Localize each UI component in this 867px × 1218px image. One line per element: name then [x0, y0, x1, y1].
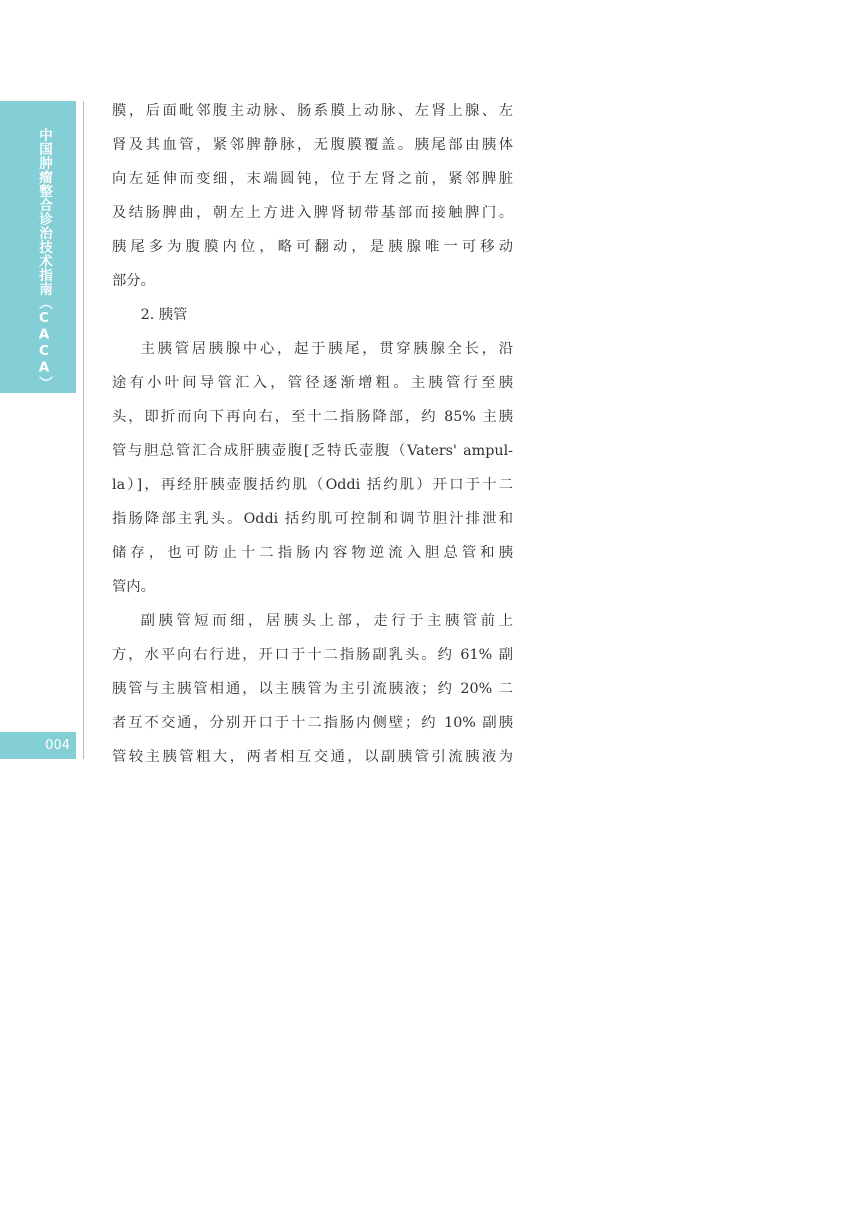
text-line: 及结肠脾曲，朝左上方进入脾肾韧带基部而接触脾门。 — [112, 205, 513, 221]
text-line: 途有小叶间导管汇入，管径逐渐增粗。主胰管行至胰 — [112, 375, 513, 391]
paragraph-accessory-duct — [112, 604, 513, 774]
margin-rule — [83, 101, 84, 759]
text-line: 管内。 — [112, 579, 155, 595]
text-line: 指肠降部主乳头。Oddi 括约肌可控制和调节胆汁排泄和 — [112, 511, 513, 527]
book-title: 中国肿瘤整合诊治技术指南（CACA） — [36, 128, 52, 390]
text-line: 头，即折而向下再向右，至十二指肠降部，约 85% 主胰 — [112, 409, 513, 425]
text-line: 副胰管短而细，居胰头上部，走行于主胰管前上 — [140, 613, 513, 629]
main-text — [112, 94, 513, 774]
text-line: 膜，后面毗邻腹主动脉、肠系膜上动脉、左肾上腺、左 — [112, 103, 513, 119]
text-line: 主胰管居胰腺中心，起于胰尾，贯穿胰腺全长，沿 — [140, 341, 513, 357]
text-line: 胰尾多为腹膜内位，略可翻动，是胰腺唯一可移动 — [112, 239, 513, 255]
text-line: 管较主胰管粗大，两者相互交通，以副胰管引流胰液为 — [112, 749, 513, 765]
text-line: 胰管与主胰管相通，以主胰管为主引流胰液；约 20% 二 — [112, 681, 513, 697]
text-line: 管与胆总管汇合成肝胰壶腹[乏特氏壶腹（Vaters' ampul- — [112, 443, 513, 459]
text-line: 向左延伸而变细，末端圆钝，位于左肾之前，紧邻脾脏 — [112, 171, 513, 187]
section-heading: 2. 胰管 — [140, 307, 188, 323]
page-number: 004 — [45, 738, 70, 753]
text-line: 者互不交通，分别开口于十二指肠内侧壁；约 10% 副胰 — [112, 715, 513, 731]
text-line: la）]，再经肝胰壶腹括约肌（Oddi 括约肌）开口于十二 — [112, 477, 513, 493]
text-line: 方，水平向右行进，开口于十二指肠副乳头。约 61% 副 — [112, 647, 513, 663]
text-line: 肾及其血管，紧邻脾静脉，无腹膜覆盖。胰尾部由胰体 — [112, 137, 513, 153]
text-line: 部分。 — [112, 273, 155, 289]
paragraph-main-duct — [112, 332, 513, 604]
text-line: 储存，也可防止十二指肠内容物逆流入胆总管和胰 — [112, 545, 513, 561]
paragraph-pancreas-tail — [112, 94, 513, 298]
